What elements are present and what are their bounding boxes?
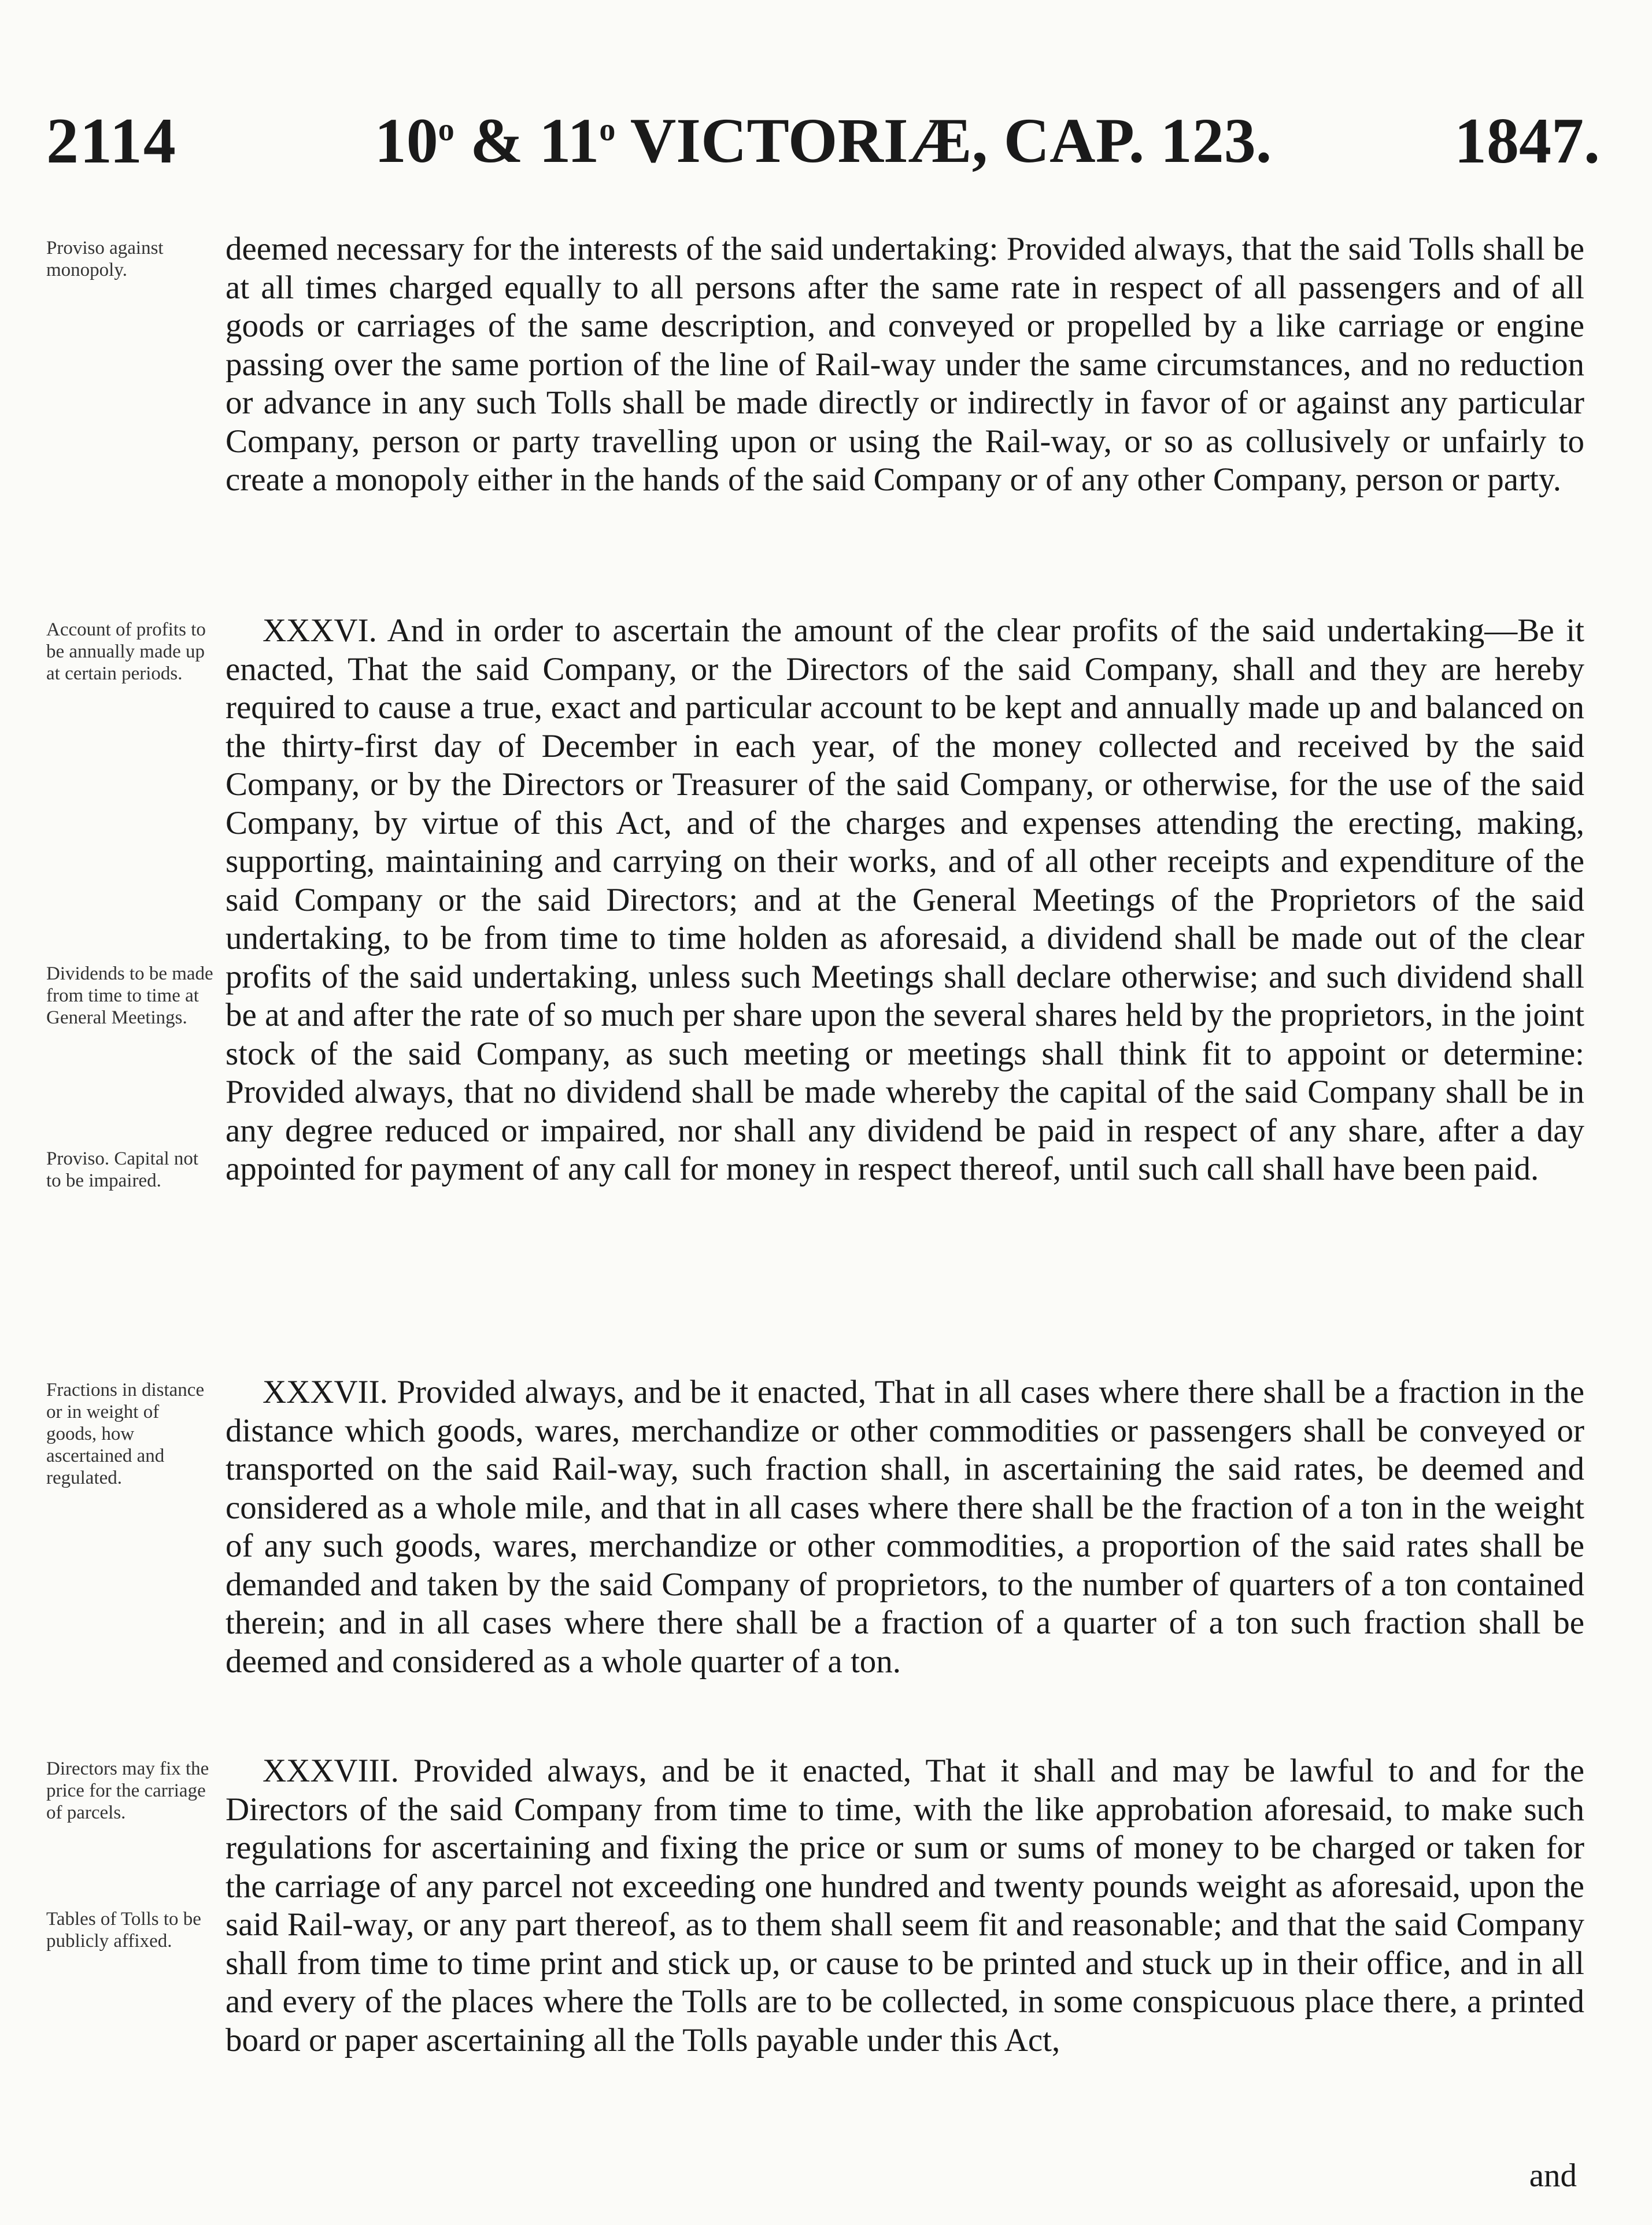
page-number: 2114 <box>46 105 177 177</box>
margin-note-account: Account of profits to be annually made up at certain periods. <box>46 619 206 684</box>
paragraph-continuation: deemed necessary for the interests of the said undertaking: Provided always, that the said Tolls shall be at all times charged equally to all persons after the same rate in respect of all passengers and of all goods or carriages of the same description, and conveyed or propelled by a like carriage or engine passing over the same portion of the line of Rail-way under the same circumstances, and no reduction or advance in any such Tolls shall be made directly or indirectly in favor of or against any particular Company, person or party travelling upon or using the Rail-way, or so as collusively or unfairly to create a monopoly either in the hands of the said Company or of any other Company, person or party. <box>226 231 1584 498</box>
running-header <box>46 98 1600 185</box>
section-xxxvii: XXXVII. Provided always, and be it enacted, That in all cases where there shall be a fraction in the distance which goods, wares, merchandize or other commodities or passengers shall be conveyed or transported on the said Rail-way, such fraction shall, in ascertaining the said rates, be deemed and considered as a whole mile, and that in all cases where there shall be the fraction of a ton in the weight of any such goods, wares, merchandize or other commodities, a proportion of the said rates shall be demanded and taken by the said Company of proprietors, to the number of quarters of a ton contained therein; and in all cases where there shall be a fraction of a quarter of a ton such fraction shall be deemed and considered as a whole quarter of a ton. <box>226 1374 1584 1680</box>
section-xxxvi: XXXVI. And in order to ascertain the amount of the clear profits of the said undertaking—Be it enacted, That the said Company, or the Directors of the said Company, shall and they are hereby required to cause a true, exact and particular account to be kept and annually made up and balanced on the thirty-first day of December in each year, of the money collected and received by the said Company, or by the Directors or Treasurer of the said Company, or otherwise, for the use of the said Company, by virtue of this Act, and of the charges and expenses attending the erecting, making, supporting, maintaining and carrying on their works, and of all other receipts and expenditure of the said Company or the said Directors; and at the General Meetings of the Proprietors of the said undertaking, to be from time to time holden as aforesaid, a dividend shall be made out of the clear profits of the said undertaking, unless such Meetings shall declare otherwise; and such dividend shall be at and after the rate of so much per share upon the several shares held by the proprietors, in the joint stock of the said Company, as such meeting or meetings shall think fit to appoint or determine: Provided always, that no dividend shall be made whereby the capital of the said Company shall be in any degree reduced or impaired, nor shall any dividend be paid in respect of any share, after a day appointed for payment of any call for money in respect thereof, until such call shall have been paid. <box>226 612 1584 1187</box>
margin-note-capital: Proviso. Capital not to be impaired. <box>46 1148 199 1191</box>
margin-note-tables: Tables of Tolls to be publicly affixed. <box>46 1909 201 1952</box>
catchword: and <box>1529 2157 1577 2194</box>
margin-note-parcels: Directors may fix the price for the carriage of parcels. <box>46 1758 209 1823</box>
section-xxxviii: XXXVIII. Provided always, and be it enacted, That it shall and may be lawful to and for the Directors of the said Company from time to time, with the like approbation aforesaid, to make such regulations for ascertaining and fixing the price or sum or sums of money to be charged or taken for the carriage of any parcel not exceeding one hundred and twenty pounds weight as aforesaid, upon the said Rail-way, or any part thereof, as to them shall seem fit and reasonable; and that the said Company shall from time to time print and stick up, or cause to be printed and stuck up in their office, and in all and every of the places where the Tolls are to be collected, in some conspicuous place there, a printed board or paper ascertaining all the Tolls payable under this Act, <box>226 1753 1584 2058</box>
year: 1847. <box>1454 105 1600 177</box>
margin-note-dividends: Dividends to be made from time to time at General Meetings. <box>46 963 213 1028</box>
margin-note-monopoly: Proviso against monopoly. <box>46 238 164 280</box>
margin-note-fractions: Fractions in distance or in weight of goods, how ascertained and regulated. <box>46 1380 205 1488</box>
running-title: 10$^o$ & 11$^o$ VICTORIÆ, CAP. 123. <box>374 105 1272 176</box>
